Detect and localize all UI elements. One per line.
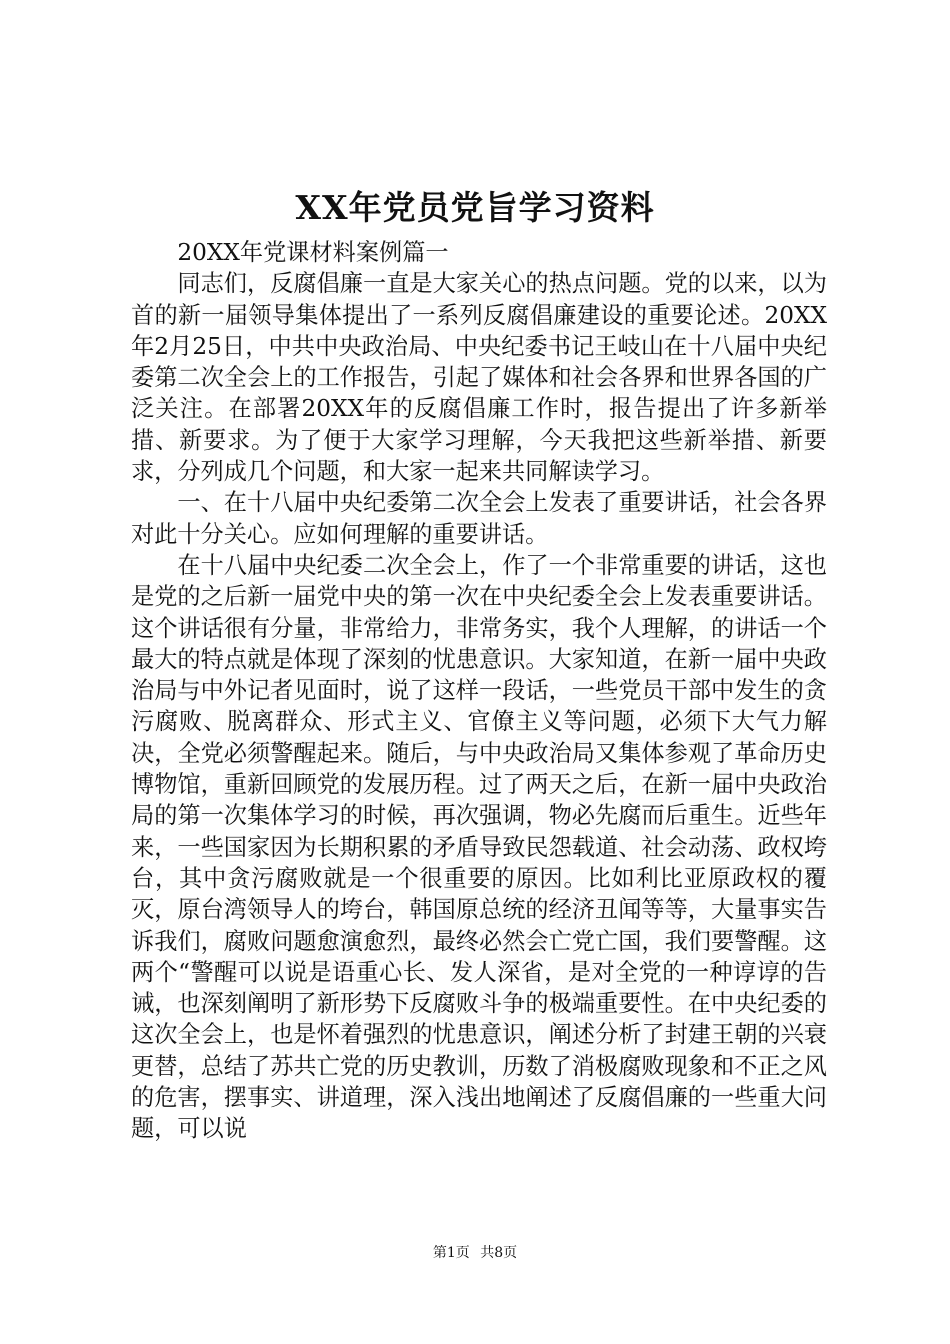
paragraph: 同志们，反腐倡廉一直是大家关心的热点问题。党的以来，以为首的新一届领导集体提出了一系列反腐倡廉建设的重要论述。20XX年2月25日，中共中央政治局、中央纪委书记王岐山在十八届中央纪委第二次全会上的工作报告，引起了媒体和社会各界和世界各国的广泛关注。在部署20XX年的反腐倡廉工作时，报告提出了许多新举措、新要求。为了便于大家学习理解，今天我把这些新举措、新要求，分列成几个问题，和大家一起来共同解读学习。: [131, 270, 827, 486]
paragraph: 在十八届中央纪委二次全会上，作了一个非常重要的讲话，这也是党的之后新一届党中央的第一次在中央纪委全会上发表重要讲话。这个讲话很有分量，非常给力，非常务实，我个人理解，的讲话一个最大的特点就是体现了深刻的忧患意识。大家知道，在新一届中央政治局与中外记者见面时，说了这样一段话，一些党员干部中发生的贪污腐败、脱离群众、形式主义、官僚主义等问题，必须下大气力解决，全党必须警醒起来。随后，与中央政治局又集体参观了革命历史博物馆，重新回顾党的发展历程。过了两天之后，在新一届中央政治局的第一次集体学习的时候，再次强调，物必先腐而后重生。近些年来，一些国家因为长期积累的矛盾导致民怨载道、社会动荡、政权垮台，其中贪污腐败就是一个很重要的原因。比如利比亚原政权的覆灭，原台湾领导人的垮台，韩国原总统的经济丑闻等等，大量事实告诉我们，腐败问题愈演愈烈，最终必然会亡党亡国，我们要警醒。这两个“警醒可以说是语重心长、发人深省，是对全党的一种谆谆的告诫，也深刻阐明了新形势下反腐败斗争的极端重要性。在中央纪委的这次全会上，也是怀着强烈的忧患意识，阐述分析了封建王朝的兴衰更替，总结了苏共亡党的历史教训，历数了消极腐败现象和不正之风的危害，摆事实、讲道理，深入浅出地阐述了反腐倡廉的一些重大问题，可以说: [131, 551, 827, 1143]
paragraph-subheading: 20XX年党课材料案例篇一: [177, 239, 449, 266]
document-body: [131, 237, 827, 1145]
paragraph: 一、在十八届中央纪委第二次全会上发表了重要讲话，社会各界对此十分关心。应如何理解的重要讲话。: [131, 489, 827, 548]
page-number-footer: 第1页 共8页: [432, 1245, 518, 1261]
document-title: XX年党员党旨学习资料: [295, 188, 655, 227]
